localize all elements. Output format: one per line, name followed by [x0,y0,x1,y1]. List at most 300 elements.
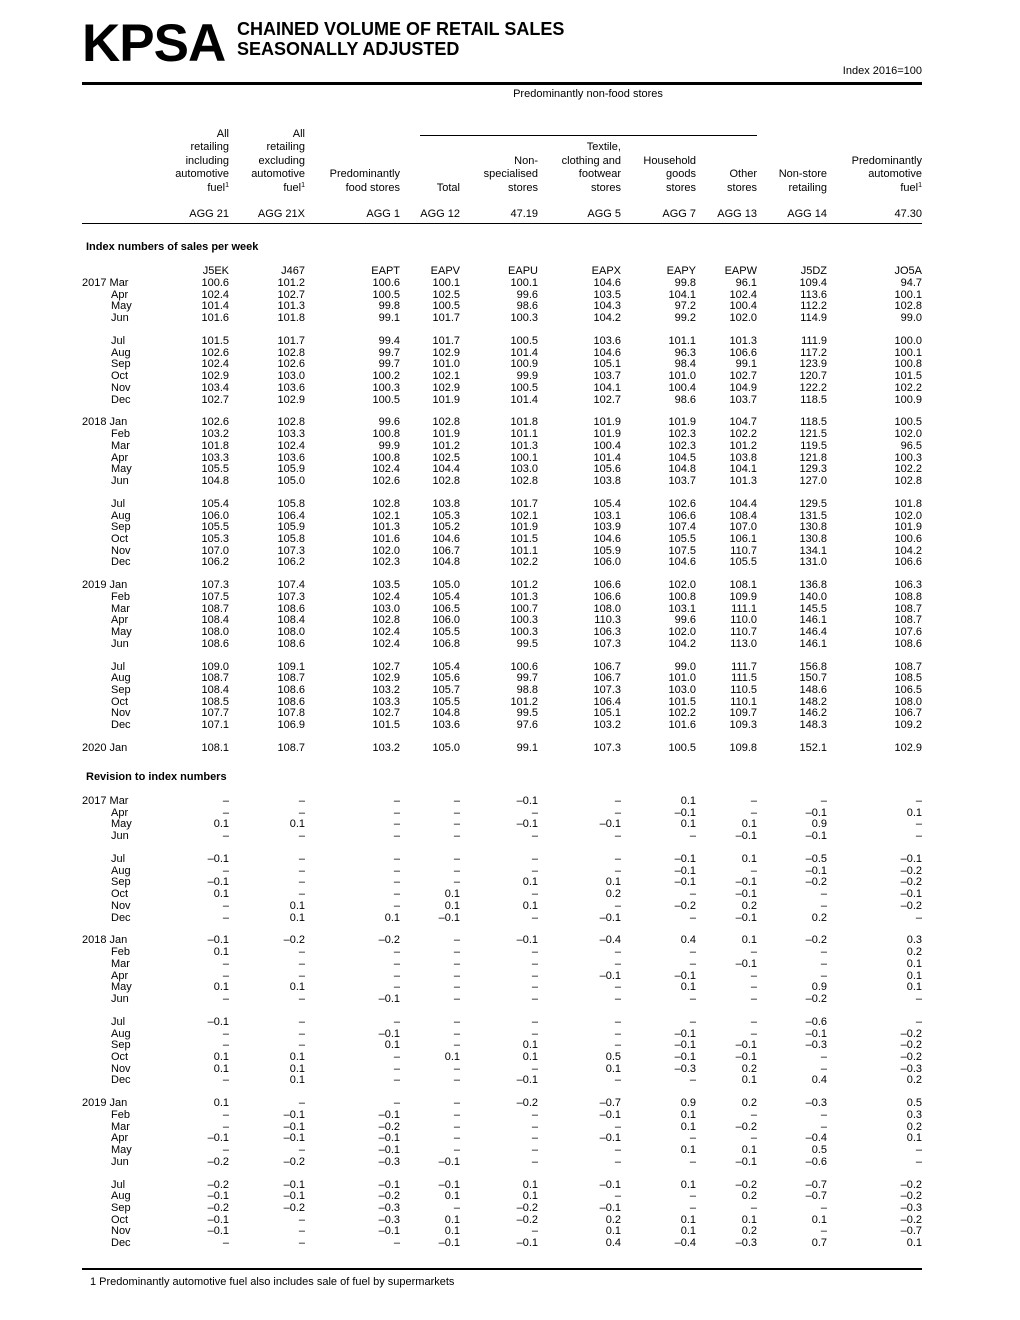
index-cell: 103.2 [372,742,400,754]
revision-cell: – [531,1225,538,1238]
index-cell: 105.5 [432,695,460,708]
series-id-2: J467 [281,265,305,277]
revision-row-label: Jul [111,1178,126,1191]
revision-cell: – [222,899,229,912]
index-cell: 107.4 [277,579,305,592]
revision-cell: –0.2 [900,899,922,912]
revision-cell: –0.1 [735,1050,757,1063]
revision-cell: – [689,992,696,1005]
index-cell: 102.0 [668,579,696,592]
index-cell: 100.1 [510,277,538,289]
index-cell: 110.5 [730,684,757,696]
index-cell: 146.2 [799,707,827,720]
index-row-label: Dec [111,719,131,732]
index-cell: 106.2 [201,556,229,569]
index-cell: 105.1 [593,707,621,720]
revision-cell: – [614,1120,621,1133]
agg-code-1: AGG 21 [189,208,229,220]
index-cell: 104.1 [593,381,621,394]
revision-cell: – [820,957,827,970]
index-cell: 102.2 [510,556,538,569]
index-cell: 101.7 [277,335,305,347]
agg-code-6: AGG 5 [587,208,621,220]
revision-cell: 0.9 [811,818,827,831]
index-cell: 99.5 [516,707,538,720]
revision-cell: – [453,957,460,970]
revision-cell: –0.3 [900,1062,922,1075]
index-row-label: Mar [111,602,130,615]
revision-cell: – [393,864,400,877]
index-cell: 102.2 [894,381,922,394]
index-cell: 102.5 [432,288,460,301]
revision-cell: 0.1 [741,934,757,947]
index-cell: 106.1 [729,532,757,545]
index-row-label: Apr [111,288,129,301]
revision-cell: – [298,992,305,1005]
index-cell: 112.2 [800,300,827,313]
revision-cell: – [298,1144,305,1156]
revision-cell: –0.3 [900,1202,922,1214]
index-cell: 100.0 [894,335,922,347]
index-cell: 108.1 [201,742,229,754]
revision-cell: – [453,1132,460,1145]
revision-cell: –0.2 [900,864,922,877]
index-cell: 107.3 [277,590,305,603]
revision-cell: –0.1 [674,806,696,819]
revision-row-label: 2019 Jan [82,1097,128,1110]
revision-cell: 0.1 [213,888,229,901]
column-header-7: Household goods stores [643,154,696,194]
index-row-label: Nov [111,707,131,720]
revision-cell: –0.1 [674,1050,696,1063]
revision-cell: 0.1 [522,876,538,889]
revision-cell: 0.1 [741,853,757,865]
revision-cell: – [915,818,922,831]
index-cell: 102.9 [372,672,400,685]
revision-cell: –0.7 [900,1225,922,1238]
revision-cell: 0.1 [680,981,696,994]
revision-cell: – [298,1225,305,1238]
revision-cell: –0.1 [805,1027,827,1040]
revision-cell: – [614,899,621,912]
revision-cell: –0.2 [805,992,827,1005]
revision-row-label: Jul [111,1015,126,1028]
revision-cell: 0.1 [906,969,922,982]
index-cell: 100.9 [894,393,922,406]
index-cell: 111.7 [731,660,757,673]
index-cell: 102.9 [201,370,229,383]
revision-cell: –0.4 [805,1132,827,1145]
column-header-1: All retailing including automotive fuel$^1$ [175,127,229,194]
index-cell: 106.7 [593,660,621,673]
index-cell: 109.0 [201,660,229,673]
revision-cell: –0.1 [599,1132,621,1145]
revision-cell: –0.2 [735,1120,757,1133]
revision-cell: – [689,830,696,843]
revision-cell: 0.1 [680,1178,696,1191]
index-cell: 102.4 [372,626,400,638]
index-cell: 101.3 [510,439,538,452]
index-cell: 104.8 [432,556,460,569]
title-line-1: CHAINED VOLUME OF RETAIL SALES [237,19,565,39]
index-cell: 107.5 [201,590,229,603]
index-cell: 101.2 [510,695,538,708]
index-cell: 101.8 [510,416,538,429]
index-cell: 146.1 [799,614,827,627]
revision-cell: 0.2 [906,946,922,959]
revision-cell: – [750,992,757,1005]
revision-cell: –0.2 [378,934,400,947]
index-cell: 101.2 [277,277,305,289]
column-header-8: Other stores [727,168,757,194]
revision-cell: 0.9 [811,981,827,994]
index-cell: 105.8 [277,532,305,545]
index-cell: 99.0 [674,660,696,673]
index-cell: 103.5 [372,579,400,592]
index-cell: 101.7 [432,335,460,347]
revision-cell: – [453,934,460,947]
index-cell: 101.4 [201,300,229,313]
index-cell: 100.4 [668,381,696,394]
index-cell: 99.6 [516,288,538,301]
index-row-label: Mar [111,439,130,452]
revision-cell: –0.6 [805,1015,827,1028]
revision-cell: – [393,1050,400,1063]
revision-cell: 0.1 [680,1144,696,1156]
index-cell: 102.4 [372,463,400,476]
index-cell: 104.5 [668,451,696,464]
index-cell: 145.5 [799,602,827,615]
revision-cell: 0.4 [680,934,696,947]
revision-cell: – [531,1144,538,1156]
revision-cell: –0.2 [207,1155,229,1168]
revision-cell: –0.4 [674,1237,696,1250]
revision-cell: – [531,864,538,877]
index-cell: 99.2 [674,312,696,325]
index-cell: 102.5 [432,451,460,464]
revision-cell: – [393,888,400,901]
index-cell: 100.5 [372,393,400,406]
index-cell: 129.5 [799,497,827,510]
revision-cell: 0.1 [605,1062,621,1075]
revision-cell: –0.2 [378,1190,400,1203]
index-cell: 101.5 [201,335,229,347]
index-cell: 103.7 [593,370,621,383]
revision-cell: – [614,957,621,970]
index-cell: 101.4 [593,451,621,464]
index-cell: 104.6 [593,346,621,359]
revision-row-label: May [111,818,132,831]
revision-cell: 0.1 [444,1213,460,1226]
revision-cell: – [453,864,460,877]
index-cell: 103.7 [668,474,696,487]
index-cell: 101.3 [372,521,400,534]
revision-cell: – [222,1027,229,1040]
index-cell: 111.1 [731,602,757,615]
index-row-label: May [111,463,132,476]
index-cell: 100.3 [510,312,538,325]
index-cell: 100.5 [510,381,538,394]
revision-cell: – [222,969,229,982]
index-cell: 102.9 [277,393,305,406]
index-cell: 101.8 [277,312,305,325]
index-cell: 102.8 [894,474,922,487]
revision-cell: –0.1 [900,853,922,865]
index-cell: 100.4 [593,439,621,452]
revision-cell: – [689,946,696,959]
revision-cell: 0.1 [289,1074,305,1087]
index-cell: 100.6 [372,277,400,289]
index-cell: 98.6 [516,300,538,313]
revision-cell: – [820,1202,827,1214]
index-cell: 99.8 [674,277,696,289]
revision-cell: – [298,1027,305,1040]
revision-cell: – [750,806,757,819]
revision-cell: – [298,1039,305,1052]
index-cell: 109.7 [729,707,757,720]
index-cell: 105.2 [432,521,460,534]
index-cell: 102.7 [277,288,305,301]
index-cell: 101.4 [510,346,538,359]
index-cell: 106.7 [432,544,460,557]
revision-cell: 0.1 [741,1144,757,1156]
revision-cell: – [393,1074,400,1087]
revision-cell: –0.1 [516,795,538,807]
index-cell: 105.3 [201,532,229,545]
index-cell: 106.0 [201,509,229,522]
index-cell: 96.1 [735,277,757,289]
revision-cell: –0.1 [900,888,922,901]
series-id-9: J5DZ [800,265,827,277]
index-cell: 102.8 [372,614,400,627]
revision-cell: –0.1 [283,1120,305,1133]
revision-cell: 0.1 [213,818,229,831]
revision-row-label: Dec [111,1237,131,1250]
section-revision-title: Revision to index numbers [86,771,227,783]
revision-cell: –0.2 [283,1202,305,1214]
index-cell: 105.6 [432,672,460,685]
index-cell: 136.8 [799,579,827,592]
revision-cell: –0.1 [599,1108,621,1121]
index-cell: 106.8 [432,637,460,650]
series-id-5: EAPU [508,265,538,277]
revision-cell: – [298,888,305,901]
revision-cell: – [453,1039,460,1052]
index-cell: 102.0 [372,544,400,557]
revision-cell: – [222,1074,229,1087]
index-cell: 106.3 [593,626,621,638]
revision-cell: – [614,806,621,819]
revision-cell: 0.7 [811,1237,827,1250]
index-cell: 106.5 [432,602,460,615]
revision-cell: –0.3 [378,1202,400,1214]
revision-cell: –0.1 [283,1190,305,1203]
index-cell: 106.6 [894,556,922,569]
index-cell: 102.4 [277,439,305,452]
index-cell: 156.8 [799,660,827,673]
index-cell: 100.7 [510,602,538,615]
revision-cell: –0.1 [805,864,827,877]
revision-row-label: Oct [111,1050,129,1063]
revision-cell: 0.1 [522,1039,538,1052]
index-cell: 106.3 [894,579,922,592]
index-cell: 106.2 [277,556,305,569]
revision-cell: – [453,1062,460,1075]
index-row-label: 2020 Jan [82,742,128,754]
revision-cell: – [689,1202,696,1214]
index-cell: 103.6 [593,335,621,347]
revision-cell: 0.1 [522,1178,538,1191]
revision-row-label: 2017 Mar [82,795,129,807]
revision-cell: 0.2 [906,1120,922,1133]
revision-cell: –0.2 [900,1027,922,1040]
revision-cell: – [222,911,229,924]
index-cell: 108.4 [729,509,757,522]
revision-cell: – [915,911,922,924]
index-cell: 107.7 [201,707,229,720]
index-cell: 101.1 [510,544,538,557]
revision-cell: – [222,830,229,843]
index-cell: 105.5 [729,556,757,569]
revision-cell: –0.7 [805,1190,827,1203]
revision-cell: – [614,1027,621,1040]
index-cell: 123.9 [799,358,827,371]
index-cell: 106.6 [729,346,757,359]
index-cell: 106.6 [593,579,621,592]
revision-cell: –0.2 [900,1178,922,1191]
nonfood-group-label: Predominantly non-food stores [513,88,663,100]
index-cell: 101.9 [593,428,621,441]
index-cell: 103.6 [432,719,460,732]
index-cell: 101.3 [729,335,757,347]
revision-cell: 0.1 [289,981,305,994]
revision-cell: –0.6 [805,1155,827,1168]
revision-cell: – [393,1097,400,1110]
revision-cell: – [531,888,538,901]
revision-cell: – [298,969,305,982]
revision-cell: –0.1 [674,1039,696,1052]
index-cell: 102.8 [432,474,460,487]
index-row-label: Jul [111,497,126,510]
column-header-5: Non- specialised stores [483,154,538,194]
revision-cell: – [453,876,460,889]
index-cell: 100.9 [510,358,538,371]
index-cell: 104.4 [432,463,460,476]
revision-cell: 0.1 [384,911,400,924]
revision-cell: – [915,795,922,807]
index-cell: 100.6 [894,532,922,545]
index-cell: 101.5 [668,695,696,708]
index-cell: 103.1 [668,602,696,615]
index-cell: 103.6 [277,451,305,464]
index-cell: 102.4 [372,590,400,603]
index-cell: 104.8 [668,463,696,476]
index-cell: 105.0 [432,742,460,754]
series-id-10: JO5A [894,265,922,277]
index-cell: 104.1 [668,288,696,301]
index-cell: 146.1 [799,637,827,650]
index-row-label: Dec [111,393,131,406]
revision-cell: –0.1 [207,1015,229,1028]
revision-cell: –0.5 [805,853,827,865]
revision-cell: – [820,899,827,912]
index-cell: 104.6 [432,532,460,545]
revision-cell: – [531,992,538,1005]
index-cell: 102.3 [372,556,400,569]
index-cell: 102.7 [372,660,400,673]
index-cell: 102.8 [277,416,305,429]
column-header-4: Total [436,181,460,194]
index-cell: 108.0 [593,602,621,615]
revision-cell: –0.1 [735,1039,757,1052]
revision-cell: –0.1 [438,1237,460,1250]
column-header-10: Predominantly automotive fuel$^1$ [851,154,922,194]
dataset-code: KPSA [82,14,226,73]
index-cell: 100.8 [894,358,922,371]
index-cell: 105.5 [201,521,229,534]
revision-cell: 0.1 [522,899,538,912]
index-cell: 103.3 [201,451,229,464]
index-cell: 102.8 [432,416,460,429]
revision-cell: –0.2 [207,1202,229,1214]
revision-cell: – [915,992,922,1005]
revision-row-label: Jun [111,830,129,843]
revision-cell: – [453,1144,460,1156]
nonfood-group-rule [420,135,757,136]
revision-cell: – [453,806,460,819]
revision-cell: –0.1 [207,1225,229,1238]
revision-row-label: Nov [111,1062,131,1075]
revision-cell: – [531,969,538,982]
revision-cell: –0.1 [805,830,827,843]
index-cell: 100.3 [510,614,538,627]
index-row-label: Feb [111,428,130,441]
revision-row-label: Aug [111,1027,131,1040]
index-cell: 99.1 [735,358,757,371]
index-cell: 105.5 [432,626,460,638]
revision-cell: – [453,1120,460,1133]
index-cell: 108.6 [277,684,305,696]
revision-cell: – [222,795,229,807]
revision-cell: 0.2 [741,1190,757,1203]
revision-cell: 0.1 [605,876,621,889]
index-row-label: Nov [111,544,131,557]
revision-cell: – [614,981,621,994]
revision-cell: – [453,946,460,959]
index-cell: 101.6 [372,532,400,545]
index-cell: 107.4 [668,521,696,534]
index-cell: 99.0 [900,312,922,325]
revision-cell: – [915,1155,922,1168]
index-cell: 107.3 [277,544,305,557]
revision-row-label: 2018 Jan [82,934,128,947]
index-cell: 101.3 [729,474,757,487]
index-cell: 94.7 [900,277,922,289]
revision-cell: –0.1 [599,1178,621,1191]
revision-cell: –0.7 [599,1097,621,1110]
revision-cell: 0.1 [213,1097,229,1110]
revision-cell: –0.1 [438,1155,460,1168]
index-cell: 100.5 [668,742,696,754]
revision-cell: – [531,1027,538,1040]
index-cell: 113.6 [800,288,827,301]
column-header-2: All retailing excluding automotive fuel$^1$ [251,127,305,194]
index-cell: 104.8 [201,474,229,487]
index-row-label: Nov [111,381,131,394]
revision-cell: 0.2 [605,1213,621,1226]
index-cell: 101.9 [668,416,696,429]
revision-cell: –0.1 [735,888,757,901]
